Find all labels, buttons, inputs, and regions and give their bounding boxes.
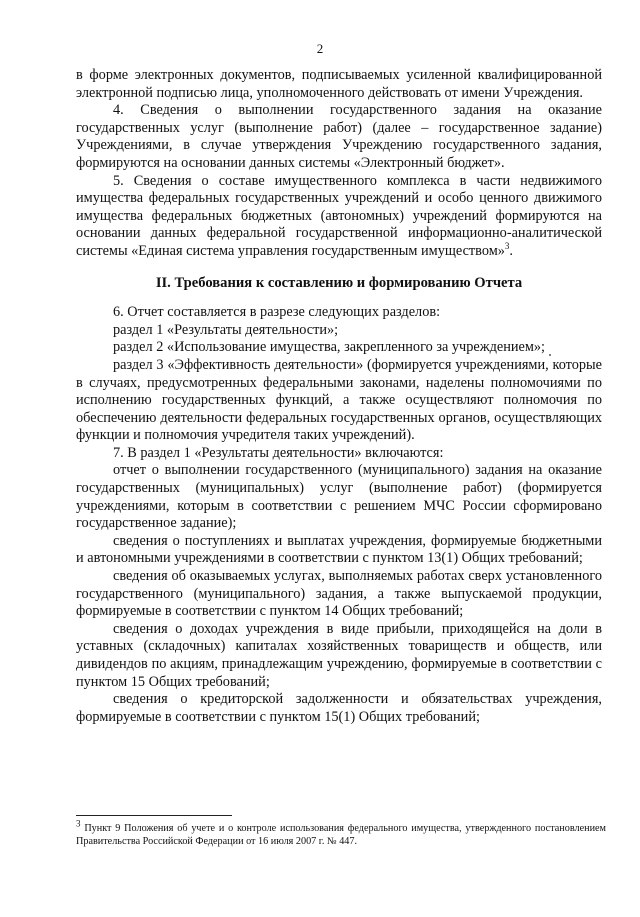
scan-speck bbox=[549, 354, 551, 356]
footnote bbox=[76, 818, 607, 848]
section-1-item: раздел 1 «Результаты деятельности»; bbox=[113, 321, 339, 338]
footnote-divider bbox=[76, 815, 232, 816]
paragraph-5-text: 5. Сведения о составе имущественного комплекса в части недвижимого имущества федеральных государственных учреждений и особо ценного движимого имущества федеральных бюджетных (автономных) учреждений формируются на основании данных федеральной государственной информационно-аналитической системы «Единая система управления государственным имуществом» bbox=[76, 172, 602, 259]
list-item-3: сведения об оказываемых услугах, выполняемых работах сверх установленного государственного (муниципального) задания, а также выпускаемой продукции, формируемые в соответствии с пунктом 14 Общих требований; bbox=[76, 568, 602, 620]
list-item-1: отчет о выполнении государственного (муниципального) задания на оказание государственных (муниципальных) услуг (выполнение работ) (формируется учреждениями, которым в соответствии с решением МЧС России сформировано государственное задание); bbox=[76, 462, 602, 532]
footnote-text: Пункт 9 Положения об учете и о контроле использования федерального имущества, утвержденного постановлением Правительства Российской Федерации от 16 июля 2007 г. № 447. bbox=[76, 823, 607, 847]
paragraph-continuation: в форме электронных документов, подписываемых усиленной квалифицированной электронной подписью лица, уполномоченного действовать от имени Учреждения. bbox=[76, 67, 602, 101]
section-2-item: раздел 2 «Использование имущества, закрепленного за учреждением»; bbox=[113, 339, 546, 356]
footnote-reference: 3 bbox=[504, 241, 510, 252]
paragraph-5: 5. Сведения о составе имущественного комплекса в части недвижимого имущества федеральных государственных учреждений и особо ценного движимого имущества федеральных бюджетных (автономных) учреждений формируются на основании данных федеральной государственной информационно-аналитической системы «Единая система управления государственным имуществом»$^3$. bbox=[76, 172, 602, 259]
paragraph-6: 6. Отчет составляется в разрезе следующих разделов: bbox=[113, 304, 441, 321]
section-heading: II. Требования к составлению и формированию Отчета bbox=[155, 274, 523, 291]
list-item-5: сведения о кредиторской задолженности и обязательствах учреждения, формируемые в соответствии с пунктом 15(1) Общих требований; bbox=[76, 691, 602, 725]
list-item-4: сведения о доходах учреждения в виде прибыли, приходящейся на доли в уставных (складочных) капиталах хозяйственных товариществ и обществ, или дивидендов по акциям, принадлежащим учреждению, формируемые в соответствии с пунктом 15 Общих требований; bbox=[76, 620, 602, 690]
document-body bbox=[76, 67, 602, 726]
page-number: 2 bbox=[316, 41, 324, 56]
paragraph-7: 7. В раздел 1 «Результаты деятельности» включаются: bbox=[113, 444, 444, 461]
footnote-number: 3 bbox=[76, 818, 81, 829]
section-3-item: раздел 3 «Эффективность деятельности» (формируется учреждениями, которые в случаях, предусмотренных федеральными законами, наделены полномочиями по исполнению государственных функций, а также осуществляют полномочия по обеспечению деятельности федеральных государственных органов, осуществляющих функции и полномочия учредителя таких учреждений). bbox=[76, 356, 602, 444]
list-item-2: сведения о поступлениях и выплатах учреждения, формируемые бюджетными и автономными учреждениями в соответствии с пунктом 13(1) Общих требований; bbox=[76, 532, 602, 567]
paragraph-4: 4. Сведения о выполнении государственного задания на оказание государственных услуг (выполнение работ) (далее – государственное задание) Учреждениями, в случае утверждения Учреждению государственного задания, формируются на основании данных системы «Электронный бюджет». bbox=[76, 102, 602, 171]
